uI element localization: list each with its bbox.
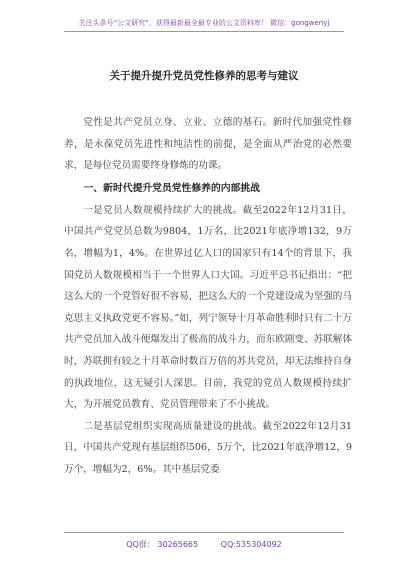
- footer-qq-group: QQ群： 30265665: [126, 540, 199, 549]
- document-title: 关于提升提升党员党性修养的思考与建议: [109, 70, 299, 82]
- footer: [0, 539, 408, 550]
- footer-divider: [64, 532, 344, 533]
- section-heading: 一、新时代提升党员党性修养的内部挑战: [83, 182, 260, 194]
- header-divider: [64, 31, 344, 32]
- footer-qq-contact: QQ:535304092: [220, 540, 282, 549]
- header-banner: 关注头条号“公文研究”，获得最新最全最专业的公文资料库！ 微信：gongwenyj: [78, 19, 330, 27]
- document-body: [64, 112, 352, 481]
- body-paragraph-2: 二是基层党组织实现高质量建设的挑战。截至2022年12月31日，中国共产党现有基层组织506，5万个，比2021年底净增12，9万个，增幅为2，6%。其中基层党委: [64, 420, 352, 475]
- body-paragraph-1: 一是党员人数规模持续扩大的挑战。截至2022年12月31日，中国共产党党员总数为9804，1万名，比2021年底净增132，9万名，增幅为1，4%。在世界过亿人口的国家只有14个的背景下，我国党员人数规模相当于一个世界人口大国。习近平总书记指出：“把这么大的一个党管好很不容易，把这么大的一个党建设成为坚强的马克思主义执政党更不容易。”如，列宁领导十月革命胜利时只有二十万共产党员加入战斗便爆发出了极高的战斗力，而东欧剧变、苏联解体时，苏联拥有较之十月革命时数百万倍的苏共党员，却无法维持自身的执政地位，这无疑引人深思。目前，我党的党员人数规模持续扩大，为开展党员教育、党员管理带来了不小挑战。: [64, 204, 352, 411]
- intro-paragraph: 党性是共产党员立身、立业、立德的基石。新时代加强党性修养，是永葆党员先进性和纯洁性的前提，是全面从严治党的必然要求，是每位党员需要终身修炼的功课。: [64, 117, 352, 172]
